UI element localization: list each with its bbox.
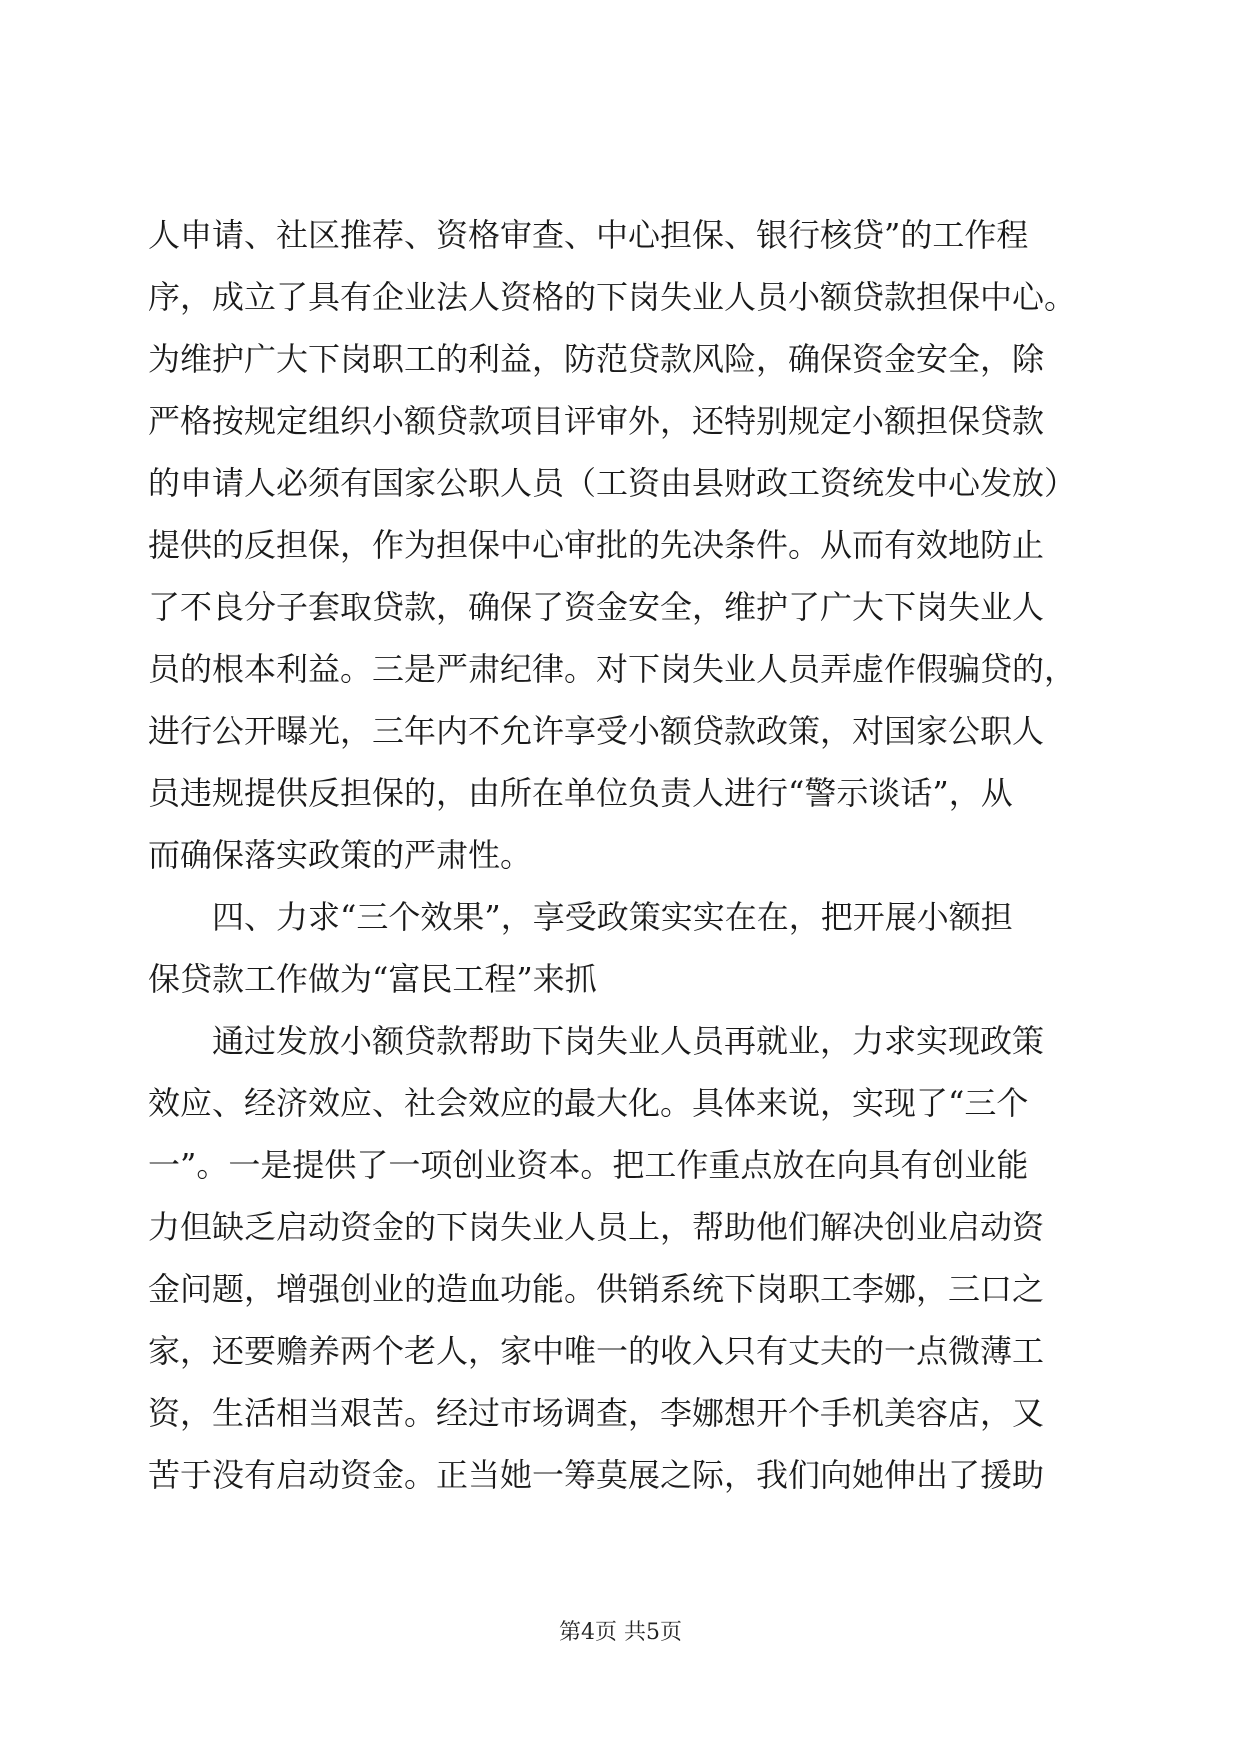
page-footer: 第4页 共5页 [559,1620,682,1645]
text-line [0,1145,1241,1205]
line-text: 一”。一是提供了一项创业资本。把工作重点放在向具有创业能 [148,1146,1029,1184]
text-line [0,1393,1241,1453]
line-text: 进行公开曝光，三年内不允许享受小额贷款政策，对国家公职人 [148,712,1045,750]
line-text: 员违规提供反担保的，由所在单位负责人进行“警示谈话”，从 [148,774,1013,812]
line-text: 苦于没有启动资金。正当她一筹莫展之际，我们向她伸出了援助 [148,1456,1045,1494]
line-text: 序，成立了具有企业法人资格的下岗失业人员小额贷款担保中心。 [148,278,1077,316]
line-text: 的申请人必须有国家公职人员（工资由县财政工资统发中心发放） [148,464,1077,502]
text-line [0,773,1241,833]
line-text: 员的根本利益。三是严肃纪律。对下岗失业人员弄虚作假骗贷的， [148,650,1077,688]
text-line [0,711,1241,771]
line-text: 资，生活相当艰苦。经过市场调查，李娜想开个手机美容店，又 [148,1394,1045,1432]
text-line [0,525,1241,585]
text-line [0,835,1241,895]
section-heading: 保贷款工作做为“富民工程”来抓 [148,960,597,998]
section-heading: 四、力求“三个效果”，享受政策实实在在，把开展小额担 [212,898,1013,936]
line-text: 效应、经济效应、社会效应的最大化。具体来说，实现了“三个 [148,1084,1029,1122]
text-line [0,1083,1241,1143]
text-line [0,1331,1241,1391]
line-text: 人申请、社区推荐、资格审查、中心担保、银行核贷”的工作程 [148,216,1029,254]
line-text: 家，还要赡养两个老人，家中唯一的收入只有丈夫的一点微薄工 [148,1332,1045,1370]
line-text: 而确保落实政策的严肃性。 [148,836,533,874]
line-text: 严格按规定组织小额贷款项目评审外，还特别规定小额担保贷款 [148,402,1045,440]
line-text: 了不良分子套取贷款，确保了资金安全，维护了广大下岗失业人 [148,588,1045,626]
text-line [0,401,1241,461]
text-line [0,1455,1241,1515]
text-line [0,1269,1241,1329]
text-line [0,339,1241,399]
line-text: 金问题，增强创业的造血功能。供销系统下岗职工李娜，三口之 [148,1270,1045,1308]
line-text: 提供的反担保，作为担保中心审批的先决条件。从而有效地防止 [148,526,1045,564]
text-line [0,463,1241,523]
text-line [0,897,1241,957]
text-line [0,649,1241,709]
text-line [0,1207,1241,1267]
text-line [0,215,1241,275]
text-line [0,1021,1241,1081]
text-line [0,959,1241,1019]
line-text: 力但缺乏启动资金的下岗失业人员上，帮助他们解决创业启动资 [148,1208,1045,1246]
line-text: 为维护广大下岗职工的利益，防范贷款风险，确保资金安全，除 [148,340,1045,378]
line-text: 通过发放小额贷款帮助下岗失业人员再就业，力求实现政策 [212,1022,1045,1060]
text-line [0,587,1241,647]
text-line [0,277,1241,337]
